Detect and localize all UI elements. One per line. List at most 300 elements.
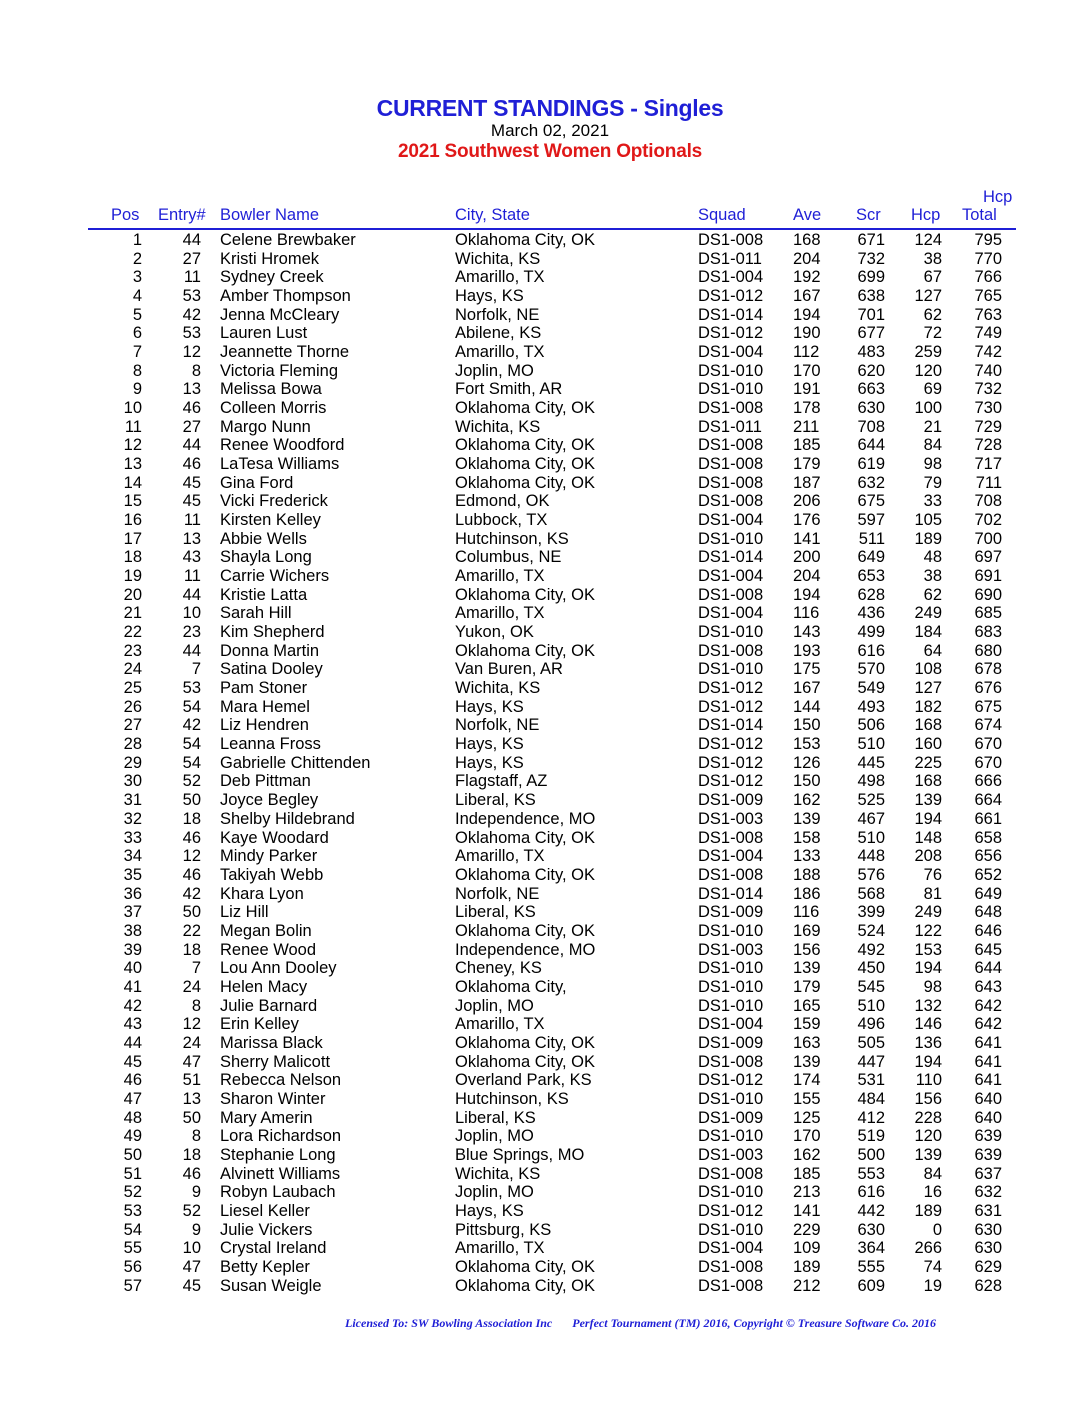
cell-ave: 188 (793, 865, 821, 884)
cell-scr: 510 (857, 996, 885, 1015)
cell-ave: 150 (793, 772, 821, 791)
table-row (0, 903, 1088, 922)
cell-bowler-name: Renee Woodford (220, 436, 345, 455)
cell-hcp: 156 (914, 1089, 942, 1108)
cell-ave: 190 (793, 324, 821, 343)
cell-hcp: 124 (914, 231, 942, 249)
cell-bowler-name: Liesel Keller (220, 1201, 310, 1220)
table-row (0, 1239, 1088, 1258)
table-row (0, 418, 1088, 437)
cell-scr: 675 (857, 492, 885, 511)
cell-ave: 186 (793, 884, 821, 903)
cell-bowler-name: Julie Vickers (220, 1220, 313, 1239)
cell-bowler-name: Kirsten Kelley (220, 511, 321, 530)
cell-pos: 12 (123, 436, 142, 455)
cell-bowler-name: Shelby Hildebrand (220, 809, 355, 828)
cell-ave: 200 (793, 548, 821, 567)
cell-scr: 545 (857, 977, 885, 996)
table-row (0, 436, 1088, 455)
cell-pos: 21 (123, 604, 142, 623)
cell-bowler-name: Mary Amerin (220, 1108, 313, 1127)
cell-entry: 7 (191, 660, 201, 679)
cell-hcp: 79 (923, 473, 942, 492)
cell-squad: DS1-004 (698, 511, 764, 530)
cell-hcp-total: 711 (975, 473, 1002, 492)
cell-hcp: 127 (914, 679, 942, 698)
cell-scr: 576 (857, 865, 885, 884)
table-row (0, 231, 1088, 250)
cell-hcp-total: 765 (974, 287, 1002, 306)
cell-squad: DS1-008 (698, 436, 764, 455)
cell-entry: 44 (182, 585, 201, 604)
cell-squad: DS1-008 (698, 1276, 764, 1295)
cell-pos: 3 (132, 268, 142, 287)
cell-entry: 46 (182, 828, 201, 847)
cell-bowler-name: Jeannette Thorne (220, 343, 350, 362)
cell-city-state: Amarillo, TX (455, 343, 545, 362)
cell-bowler-name: Kaye Woodard (220, 828, 329, 847)
cell-entry: 18 (182, 809, 201, 828)
cell-entry: 11 (183, 567, 201, 586)
cell-ave: 229 (793, 1220, 821, 1239)
cell-hcp: 69 (923, 380, 942, 399)
cell-bowler-name: Mara Hemel (220, 697, 310, 716)
cell-bowler-name: Rebecca Nelson (220, 1071, 342, 1090)
cell-hcp: 110 (915, 1071, 942, 1090)
cell-squad: DS1-012 (698, 1071, 764, 1090)
cell-city-state: Hays, KS (455, 1201, 524, 1220)
cell-pos: 44 (123, 1033, 142, 1052)
table-row (0, 885, 1088, 904)
table-row (0, 530, 1088, 549)
cell-scr: 525 (857, 791, 885, 810)
cell-scr: 506 (857, 716, 885, 735)
cell-hcp: 0 (932, 1220, 942, 1239)
table-row (0, 343, 1088, 362)
table-row (0, 362, 1088, 381)
cell-hcp-total: 641 (974, 1033, 1002, 1052)
cell-squad: DS1-011 (698, 417, 762, 436)
cell-bowler-name: Marissa Black (220, 1033, 323, 1052)
cell-hcp: 168 (914, 716, 942, 735)
cell-ave: 175 (793, 660, 821, 679)
cell-ave: 125 (793, 1108, 821, 1127)
cell-entry: 45 (182, 1276, 201, 1295)
cell-hcp-total: 732 (974, 380, 1002, 399)
cell-hcp: 160 (914, 735, 942, 754)
cell-entry: 13 (182, 1089, 201, 1108)
cell-hcp: 76 (923, 865, 942, 884)
cell-scr: 663 (857, 380, 885, 399)
cell-entry: 12 (182, 847, 201, 866)
cell-hcp: 136 (914, 1033, 942, 1052)
cell-hcp: 146 (914, 1015, 942, 1034)
cell-city-state: Liberal, KS (455, 903, 536, 922)
cell-hcp: 62 (923, 305, 942, 324)
cell-scr: 483 (857, 343, 885, 362)
cell-ave: 204 (793, 249, 821, 268)
cell-entry: 46 (182, 1164, 201, 1183)
cell-hcp-total: 640 (974, 1108, 1002, 1127)
cell-scr: 555 (857, 1257, 885, 1276)
cell-hcp: 194 (914, 959, 942, 978)
cell-bowler-name: Victoria Fleming (220, 361, 338, 380)
table-row (0, 772, 1088, 791)
cell-ave: 139 (793, 1052, 821, 1071)
cell-entry: 43 (182, 548, 201, 567)
cell-pos: 34 (123, 847, 142, 866)
cell-squad: DS1-010 (698, 996, 764, 1015)
cell-pos: 55 (123, 1239, 142, 1258)
cell-city-state: Oklahoma City, OK (455, 473, 595, 492)
cell-hcp-total: 697 (974, 548, 1002, 567)
cell-ave: 158 (793, 828, 821, 847)
table-row (0, 306, 1088, 325)
cell-ave: 109 (793, 1239, 821, 1258)
cell-city-state: Joplin, MO (455, 361, 534, 380)
cell-hcp: 249 (914, 604, 942, 623)
table-row (0, 268, 1088, 287)
table-row (0, 1127, 1088, 1146)
cell-entry: 24 (182, 1033, 201, 1052)
cell-entry: 7 (191, 959, 201, 978)
cell-hcp: 153 (914, 940, 942, 959)
cell-hcp-total: 691 (974, 567, 1002, 586)
cell-entry: 18 (182, 940, 201, 959)
cell-hcp-total: 641 (974, 1071, 1002, 1090)
cell-hcp-total: 645 (974, 940, 1002, 959)
cell-city-state: Oklahoma City, OK (455, 231, 595, 249)
cell-pos: 23 (123, 641, 142, 660)
cell-ave: 112 (793, 343, 820, 362)
cell-scr: 616 (857, 641, 885, 660)
cell-pos: 40 (123, 959, 142, 978)
cell-pos: 5 (132, 305, 142, 324)
cell-hcp-total: 717 (974, 455, 1002, 474)
cell-hcp-total: 644 (974, 959, 1002, 978)
cell-bowler-name: Mindy Parker (220, 847, 318, 866)
cell-pos: 17 (123, 529, 142, 548)
cell-ave: 212 (793, 1276, 821, 1295)
column-header-squad: Squad (698, 206, 746, 224)
cell-hcp: 81 (923, 884, 942, 903)
cell-hcp: 38 (923, 249, 942, 268)
cell-entry: 52 (182, 1201, 201, 1220)
footer (345, 1316, 936, 1331)
cell-hcp-total: 700 (974, 529, 1002, 548)
cell-hcp-total: 770 (974, 249, 1002, 268)
cell-hcp-total: 674 (974, 716, 1002, 735)
cell-bowler-name: Sydney Creek (220, 268, 324, 287)
cell-squad: DS1-010 (698, 1220, 764, 1239)
cell-pos: 4 (132, 287, 142, 306)
cell-entry: 54 (182, 697, 201, 716)
cell-pos: 36 (123, 884, 142, 903)
cell-entry: 53 (182, 324, 201, 343)
cell-squad: DS1-010 (698, 361, 764, 380)
cell-scr: 549 (857, 679, 885, 698)
cell-hcp-total: 685 (974, 604, 1002, 623)
cell-ave: 189 (793, 1257, 821, 1276)
cell-squad: DS1-010 (698, 959, 764, 978)
cell-hcp: 64 (923, 641, 942, 660)
cell-squad: DS1-008 (698, 473, 764, 492)
cell-hcp-total: 740 (974, 361, 1002, 380)
cell-ave: 143 (793, 623, 821, 642)
cell-hcp-total: 670 (974, 735, 1002, 754)
cell-squad: DS1-003 (698, 809, 764, 828)
cell-scr: 701 (857, 305, 885, 324)
cell-city-state: Joplin, MO (455, 996, 534, 1015)
cell-ave: 192 (793, 268, 821, 287)
cell-city-state: Liberal, KS (455, 791, 536, 810)
cell-squad: DS1-010 (698, 921, 764, 940)
cell-scr: 492 (857, 940, 885, 959)
cell-pos: 31 (123, 791, 142, 810)
cell-scr: 511 (858, 529, 885, 548)
cell-scr: 620 (857, 361, 885, 380)
cell-pos: 41 (123, 977, 142, 996)
cell-scr: 448 (857, 847, 885, 866)
cell-pos: 6 (132, 324, 142, 343)
cell-pos: 39 (123, 940, 142, 959)
cell-squad: DS1-009 (698, 791, 764, 810)
cell-ave: 185 (793, 436, 821, 455)
cell-city-state: Hutchinson, KS (455, 1089, 569, 1108)
cell-squad: DS1-009 (698, 1108, 764, 1127)
cell-bowler-name: Jenna McCleary (220, 305, 340, 324)
cell-entry: 12 (182, 343, 201, 362)
cell-hcp: 84 (923, 436, 942, 455)
cell-pos: 20 (123, 585, 142, 604)
cell-bowler-name: LaTesa Williams (220, 455, 340, 474)
cell-entry: 8 (191, 996, 201, 1015)
cell-pos: 42 (123, 996, 142, 1015)
column-header-city: City, State (455, 206, 530, 224)
cell-ave: 176 (793, 511, 821, 530)
cell-ave: 179 (793, 455, 821, 474)
cell-hcp-total: 675 (974, 697, 1002, 716)
table-row (0, 1053, 1088, 1072)
cell-squad: DS1-010 (698, 380, 764, 399)
cell-scr: 732 (857, 249, 885, 268)
cell-pos: 38 (123, 921, 142, 940)
cell-pos: 52 (123, 1183, 142, 1202)
cell-squad: DS1-012 (698, 679, 764, 698)
cell-ave: 159 (793, 1015, 821, 1034)
cell-city-state: Amarillo, TX (455, 1239, 545, 1258)
cell-entry: 11 (183, 268, 201, 287)
cell-city-state: Norfolk, NE (455, 305, 540, 324)
cell-entry: 13 (182, 529, 201, 548)
table-row (0, 567, 1088, 586)
cell-bowler-name: Amber Thompson (220, 287, 351, 306)
cell-pos: 35 (123, 865, 142, 884)
column-header-total-top: Hcp (983, 188, 1013, 206)
cell-ave: 156 (793, 940, 821, 959)
cell-hcp: 139 (914, 791, 942, 810)
cell-hcp-total: 637 (974, 1164, 1002, 1183)
table-row (0, 829, 1088, 848)
cell-hcp-total: 648 (974, 903, 1002, 922)
table-row (0, 1146, 1088, 1165)
column-header-ave: Ave (793, 206, 822, 224)
cell-bowler-name: Joyce Begley (220, 791, 319, 810)
cell-squad: DS1-008 (698, 399, 764, 418)
cell-hcp-total: 639 (974, 1127, 1002, 1146)
cell-pos: 25 (123, 679, 142, 698)
cell-pos: 30 (123, 772, 142, 791)
cell-pos: 48 (123, 1108, 142, 1127)
cell-ave: 170 (793, 1127, 821, 1146)
cell-hcp-total: 628 (974, 1276, 1002, 1295)
cell-scr: 442 (857, 1201, 885, 1220)
cell-city-state: Oklahoma City, OK (455, 641, 595, 660)
cell-squad: DS1-010 (698, 1183, 764, 1202)
cell-city-state: Oklahoma City, OK (455, 1276, 595, 1295)
cell-squad: DS1-012 (698, 1201, 764, 1220)
cell-pos: 33 (123, 828, 142, 847)
cell-pos: 32 (123, 809, 142, 828)
table-row (0, 287, 1088, 306)
table-row (0, 1034, 1088, 1053)
cell-city-state: Hutchinson, KS (455, 529, 569, 548)
cell-entry: 24 (182, 977, 201, 996)
cell-hcp-total: 702 (974, 511, 1002, 530)
cell-pos: 13 (123, 455, 142, 474)
cell-ave: 206 (793, 492, 821, 511)
cell-hcp: 67 (923, 268, 942, 287)
cell-city-state: Oklahoma City, OK (455, 1257, 595, 1276)
cell-scr: 467 (857, 809, 885, 828)
cell-city-state: Amarillo, TX (455, 268, 545, 287)
cell-ave: 167 (793, 287, 821, 306)
cell-bowler-name: Liz Hendren (220, 716, 309, 735)
cell-city-state: Joplin, MO (455, 1183, 534, 1202)
cell-hcp-total: 661 (974, 809, 1002, 828)
cell-hcp-total: 728 (974, 436, 1002, 455)
cell-hcp-total: 708 (974, 492, 1002, 511)
cell-hcp-total: 631 (974, 1201, 1002, 1220)
cell-squad: DS1-008 (698, 828, 764, 847)
cell-city-state: Yukon, OK (455, 623, 534, 642)
cell-scr: 653 (857, 567, 885, 586)
cell-hcp-total: 656 (974, 847, 1002, 866)
cell-bowler-name: Leanna Fross (220, 735, 321, 754)
cell-squad: DS1-012 (698, 753, 764, 772)
cell-hcp-total: 646 (974, 921, 1002, 940)
cell-scr: 484 (857, 1089, 885, 1108)
cell-ave: 126 (793, 753, 821, 772)
cell-hcp: 182 (914, 697, 942, 716)
cell-ave: 133 (793, 847, 821, 866)
cell-hcp-total: 652 (974, 865, 1002, 884)
cell-bowler-name: Pam Stoner (220, 679, 308, 698)
cell-hcp-total: 795 (974, 231, 1002, 249)
cell-squad: DS1-010 (698, 623, 764, 642)
cell-scr: 445 (857, 753, 885, 772)
cell-ave: 139 (793, 809, 821, 828)
cell-scr: 436 (857, 604, 885, 623)
cell-hcp: 249 (914, 903, 942, 922)
cell-ave: 150 (793, 716, 821, 735)
cell-city-state: Wichita, KS (455, 1164, 541, 1183)
cell-entry: 9 (191, 1220, 201, 1239)
cell-entry: 45 (182, 473, 201, 492)
cell-scr: 619 (857, 455, 885, 474)
cell-squad: DS1-014 (698, 716, 764, 735)
table-row (0, 1202, 1088, 1221)
cell-squad: DS1-008 (698, 492, 764, 511)
cell-hcp: 33 (923, 492, 942, 511)
cell-hcp: 208 (914, 847, 942, 866)
cell-hcp: 84 (923, 1164, 942, 1183)
cell-hcp: 259 (914, 343, 942, 362)
cell-squad: DS1-014 (698, 884, 764, 903)
cell-city-state: Amarillo, TX (455, 1015, 545, 1034)
cell-squad: DS1-011 (698, 249, 762, 268)
cell-entry: 54 (182, 735, 201, 754)
cell-ave: 141 (793, 1201, 821, 1220)
cell-hcp-total: 676 (974, 679, 1002, 698)
page-title: CURRENT STANDINGS - Singles (376, 95, 724, 121)
cell-entry: 47 (182, 1257, 201, 1276)
cell-scr: 519 (857, 1127, 885, 1146)
cell-bowler-name: Sarah Hill (220, 604, 292, 623)
cell-squad: DS1-009 (698, 1033, 764, 1052)
cell-entry: 50 (182, 903, 201, 922)
cell-hcp: 62 (923, 585, 942, 604)
cell-city-state: Edmond, OK (455, 492, 550, 511)
table-row (0, 941, 1088, 960)
cell-city-state: Oklahoma City, OK (455, 399, 595, 418)
cell-scr: 568 (857, 884, 885, 903)
cell-entry: 46 (182, 399, 201, 418)
cell-entry: 44 (182, 436, 201, 455)
cell-squad: DS1-008 (698, 641, 764, 660)
cell-ave: 179 (793, 977, 821, 996)
cell-scr: 498 (857, 772, 885, 791)
cell-bowler-name: Deb Pittman (220, 772, 311, 791)
cell-ave: 178 (793, 399, 821, 418)
cell-hcp: 120 (914, 1127, 942, 1146)
cell-bowler-name: Satina Dooley (220, 660, 323, 679)
table-row (0, 810, 1088, 829)
cell-hcp-total: 639 (974, 1145, 1002, 1164)
cell-pos: 24 (123, 660, 142, 679)
cell-pos: 54 (123, 1220, 142, 1239)
table-row (0, 511, 1088, 530)
cell-pos: 19 (123, 567, 142, 586)
cell-hcp: 98 (923, 977, 942, 996)
cell-entry: 44 (182, 641, 201, 660)
cell-city-state: Columbus, NE (455, 548, 562, 567)
cell-hcp-total: 666 (974, 772, 1002, 791)
cell-pos: 14 (123, 473, 142, 492)
cell-squad: DS1-008 (698, 231, 764, 249)
cell-city-state: Wichita, KS (455, 417, 541, 436)
cell-city-state: Independence, MO (455, 809, 596, 828)
cell-city-state: Hays, KS (455, 287, 524, 306)
cell-city-state: Amarillo, TX (455, 567, 545, 586)
cell-scr: 630 (857, 1220, 885, 1239)
standings-table (0, 231, 1088, 1295)
cell-pos: 8 (132, 361, 142, 380)
cell-hcp: 194 (914, 809, 942, 828)
cell-city-state: Cheney, KS (455, 959, 542, 978)
cell-scr: 510 (857, 735, 885, 754)
cell-hcp-total: 630 (974, 1239, 1002, 1258)
